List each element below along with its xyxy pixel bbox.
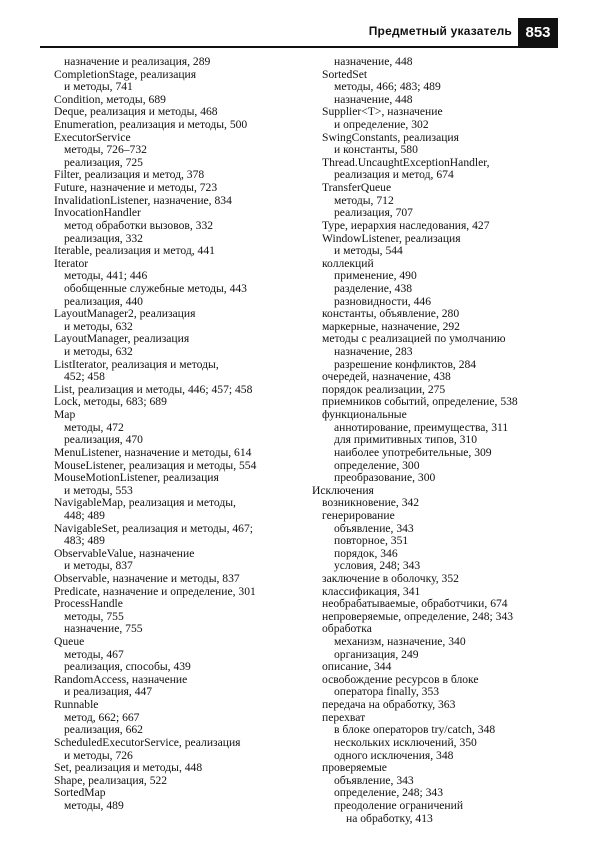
index-entry: непроверяемые, определение, 248; 343 xyxy=(322,609,514,623)
index-entry: классификация, 341 xyxy=(322,584,421,598)
index-entry: Predicate, назначение и определение, 301 xyxy=(54,584,256,598)
index-entry: InvocationHandler xyxy=(54,206,141,220)
index-entry: RandomAccess, назначение xyxy=(54,672,188,686)
index-entry: SwingConstants, реализация xyxy=(322,130,459,144)
index-subentry: разновидности, 446 xyxy=(334,294,431,308)
index-subentry: и методы, 837 xyxy=(64,559,133,573)
index-entry: ExecutorService xyxy=(54,130,131,144)
index-entry: порядок реализации, 275 xyxy=(322,382,446,396)
index-entry: генерирование xyxy=(322,508,395,522)
index-subentry: условия, 248; 343 xyxy=(334,559,421,573)
index-entry: маркерные, назначение, 292 xyxy=(322,319,460,333)
index-entry: Queue xyxy=(54,635,85,649)
index-subentry: механизм, назначение, 340 xyxy=(334,635,466,649)
page-number: 853 xyxy=(518,18,558,46)
index-entry: константы, объявление, 280 xyxy=(322,307,460,321)
index-entry: Future, назначение и методы, 723 xyxy=(54,181,218,195)
index-subentry: разрешение конфликтов, 284 xyxy=(334,357,477,371)
index-subentry: нескольких исключений, 350 xyxy=(334,735,477,749)
index-subentry: методы, 712 xyxy=(334,193,394,207)
index-entry: обработка xyxy=(322,622,372,636)
index-subentry: организация, 249 xyxy=(334,647,419,661)
index-entry: Deque, реализация и методы, 468 xyxy=(54,105,218,119)
index-subentry: определение, 300 xyxy=(334,458,420,472)
index-subentry: назначение, 448 xyxy=(334,55,413,68)
index-entry: методы с реализацией по умолчанию xyxy=(322,332,506,346)
index-entry: InvalidationListener, назначение, 834 xyxy=(54,193,232,207)
index-subentry: реализация, 440 xyxy=(64,294,143,308)
index-entry: CompletionStage, реализация xyxy=(54,67,197,81)
index-subentry: и методы, 632 xyxy=(64,345,133,359)
index-entry: TransferQueue xyxy=(322,181,392,195)
index-subentry: метод обработки вызовов, 332 xyxy=(64,218,214,232)
index-subentry: повторное, 351 xyxy=(334,534,409,548)
index-subentry: и методы, 632 xyxy=(64,319,133,333)
index-entry: Set, реализация и методы, 448 xyxy=(54,761,203,775)
index-subentry: реализация, 725 xyxy=(64,155,143,169)
index-subentry: порядок, 346 xyxy=(334,546,398,560)
index-subentry: и методы, 726 xyxy=(64,748,133,762)
index-entry: функциональные xyxy=(322,408,407,422)
index-entry: Map xyxy=(54,408,76,422)
index-entry: ListIterator, реализация и методы, xyxy=(54,357,219,371)
index-subentry: 483; 489 xyxy=(64,534,105,548)
index-subentry: определение, 248; 343 xyxy=(334,786,444,800)
index-entry: возникновение, 342 xyxy=(322,496,420,510)
index-subentry: и реализация, 447 xyxy=(64,685,153,699)
index-subentry: методы, 467 xyxy=(64,647,124,661)
index-entry: приемников событий, определение, 538 xyxy=(322,395,518,409)
index-subentry: методы, 755 xyxy=(64,609,124,623)
index-subentry: и определение, 302 xyxy=(334,118,429,132)
index-subentry: на обработку, 413 xyxy=(346,811,433,825)
index-entry: MenuListener, назначение и методы, 614 xyxy=(54,445,252,459)
index-subentry: 448; 489 xyxy=(64,508,105,522)
index-subentry: назначение, 283 xyxy=(334,345,413,359)
index-subentry: применение, 490 xyxy=(334,269,417,283)
index-entry: Enumeration, реализация и методы, 500 xyxy=(54,118,248,132)
index-subentry: обобщенные служебные методы, 443 xyxy=(64,281,247,295)
index-entry: SortedMap xyxy=(54,786,106,800)
index-subentry: реализация, 332 xyxy=(64,231,143,245)
index-entry: ScheduledExecutorService, реализация xyxy=(54,735,241,749)
index-subentry: и константы, 580 xyxy=(334,143,418,157)
running-title: Предметный указатель xyxy=(368,24,512,38)
index-subentry: реализация, 662 xyxy=(64,723,143,737)
index-subentry: реализация и метод, 674 xyxy=(334,168,454,182)
index-entry: Condition, методы, 689 xyxy=(54,92,166,106)
index-entry: Iterable, реализация и метод, 441 xyxy=(54,244,215,258)
index-entry: перехват xyxy=(322,710,366,724)
index-subentry: объявление, 343 xyxy=(334,773,414,787)
index-entry: необрабатываемые, обработчики, 674 xyxy=(322,597,508,611)
index-subentry: методы, 489 xyxy=(64,798,124,812)
index-entry: Observable, назначение и методы, 837 xyxy=(54,571,240,585)
index-subentry: назначение и реализация, 289 xyxy=(64,55,211,68)
index-entry: LayoutManager2, реализация xyxy=(54,307,196,321)
index-entry: Filter, реализация и метод, 378 xyxy=(54,168,205,182)
index-column-left xyxy=(54,56,304,813)
index-entry: проверяемые xyxy=(322,761,387,775)
index-entry: Исключения xyxy=(312,483,374,497)
index-subentry: метод, 662; 667 xyxy=(64,710,140,724)
index-subentry: оператора finally, 353 xyxy=(334,685,440,699)
index-subentry: наиболее употребительные, 309 xyxy=(334,445,492,459)
index-entry: Runnable xyxy=(54,698,99,712)
index-entry: ObservableValue, назначение xyxy=(54,546,195,560)
index-subentry: и методы, 553 xyxy=(64,483,133,497)
index-entry: освобождение ресурсов в блоке xyxy=(322,672,479,686)
index-entry: описание, 344 xyxy=(322,660,392,674)
index-subentry: методы, 726–732 xyxy=(64,143,147,157)
index-subentry: в блоке операторов try/catch, 348 xyxy=(334,723,496,737)
index-subentry: реализация, способы, 439 xyxy=(64,660,191,674)
index-subentry: методы, 466; 483; 489 xyxy=(334,80,441,94)
index-entry: WindowListener, реализация xyxy=(322,231,461,245)
index-subentry: методы, 441; 446 xyxy=(64,269,148,283)
index-column-right xyxy=(312,56,562,825)
index-entry: передача на обработку, 363 xyxy=(322,698,456,712)
index-entry: Shape, реализация, 522 xyxy=(54,773,168,787)
index-entry: заключение в оболочку, 352 xyxy=(322,571,459,585)
index-subentry: и методы, 741 xyxy=(64,80,133,94)
index-subentry: преобразование, 300 xyxy=(334,471,436,485)
index-entry: Type, иерархия наследования, 427 xyxy=(322,218,490,232)
index-subentry: реализация, 470 xyxy=(64,433,143,447)
index-subentry: назначение, 755 xyxy=(64,622,143,636)
index-subentry: реализация, 707 xyxy=(334,206,413,220)
index-entry: Iterator xyxy=(54,256,89,270)
index-subentry: объявление, 343 xyxy=(334,521,414,535)
index-entry: коллекций xyxy=(322,256,374,270)
index-entry: MouseListener, реализация и методы, 554 xyxy=(54,458,257,472)
index-subentry: аннотирование, преимущества, 311 xyxy=(334,420,509,434)
index-entry: ProcessHandle xyxy=(54,597,123,611)
index-entry: MouseMotionListener, реализация xyxy=(54,471,219,485)
index-entry: NavigableSet, реализация и методы, 467; xyxy=(54,521,254,535)
index-entry: Thread.UncaughtExceptionHandler, xyxy=(322,155,490,169)
index-subentry: 452; 458 xyxy=(64,370,105,384)
index-subentry: и методы, 544 xyxy=(334,244,403,258)
index-subentry: разделение, 438 xyxy=(334,281,413,295)
index-subentry: методы, 472 xyxy=(64,420,124,434)
index-entry: Lock, методы, 683; 689 xyxy=(54,395,167,409)
index-subentry: одного исключения, 348 xyxy=(334,748,454,762)
index-entry: SortedSet xyxy=(322,67,368,81)
index-subentry: для примитивных типов, 310 xyxy=(334,433,478,447)
page-header xyxy=(40,18,558,48)
index-entry: LayoutManager, реализация xyxy=(54,332,190,346)
index-subentry: назначение, 448 xyxy=(334,92,413,106)
index-entry: NavigableMap, реализация и методы, xyxy=(54,496,236,510)
index-entry: очередей, назначение, 438 xyxy=(322,370,451,384)
index-entry: List, реализация и методы, 446; 457; 458 xyxy=(54,382,253,396)
index-subentry: преодоление ограничений xyxy=(334,798,464,812)
index-entry: Supplier<T>, назначение xyxy=(322,105,443,119)
